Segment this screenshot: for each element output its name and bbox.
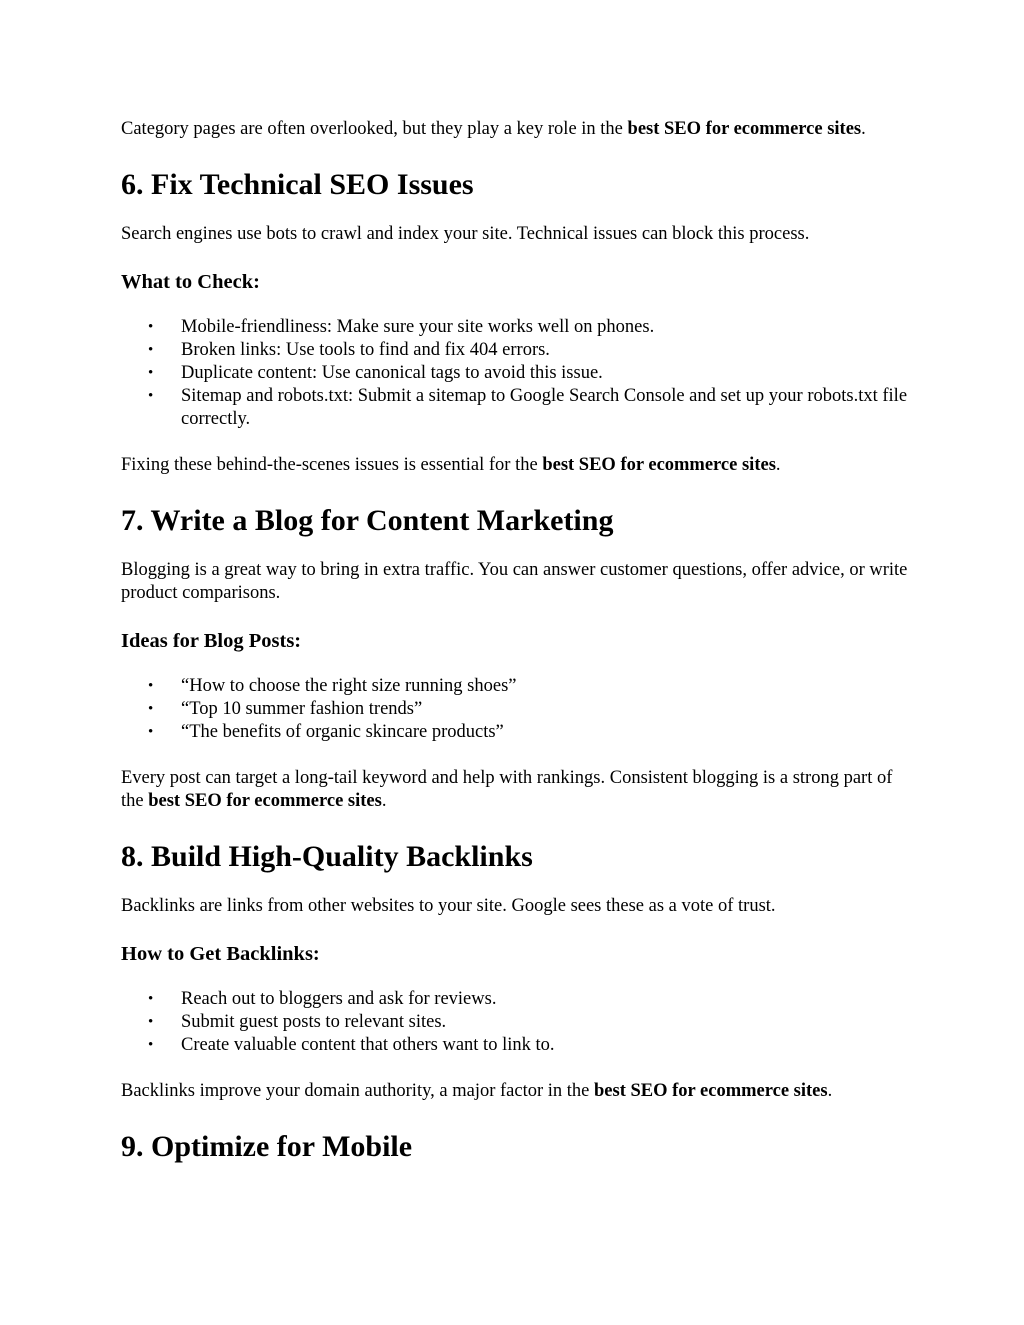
bullet-icon: • <box>148 319 154 335</box>
intro-paragraph <box>121 118 911 141</box>
list-item-text: “How to choose the right size running shoes” <box>181 676 517 696</box>
list-item-text: “Top 10 summer fashion trends” <box>181 699 423 719</box>
section6-closing <box>121 454 911 477</box>
bullet-icon: • <box>148 991 154 1007</box>
section6-closing-keyword: best SEO for ecommerce sites <box>542 455 776 475</box>
list-item-text: Submit guest posts to relevant sites. <box>181 1012 447 1032</box>
list-item-text: Reach out to bloggers and ask for reviews. <box>181 989 497 1009</box>
list-item <box>121 1034 911 1057</box>
section6-paragraph: Search engines use bots to crawl and index your site. Technical issues can block this process. <box>121 224 810 244</box>
section8-closing-text: Backlinks improve your domain authority, a major factor in the <box>121 1081 594 1101</box>
section6-heading: 6. Fix Technical SEO Issues <box>121 168 474 201</box>
list-item-text: Duplicate content: Use canonical tags to avoid this issue. <box>181 363 603 383</box>
list-item <box>121 675 911 698</box>
bullet-icon: • <box>148 342 154 358</box>
list-item <box>121 721 911 744</box>
bullet-icon: • <box>148 1037 154 1053</box>
section8-heading: 8. Build High-Quality Backlinks <box>121 840 533 873</box>
section6-list <box>121 316 911 431</box>
list-item-text: “The benefits of organic skincare products” <box>181 722 504 742</box>
bullet-icon: • <box>148 701 154 717</box>
section6-closing-text: Fixing these behind-the-scenes issues is essential for the <box>121 455 543 475</box>
list-item <box>121 988 911 1011</box>
bullet-icon: • <box>148 1014 154 1030</box>
list-item-text: Create valuable content that others want to link to. <box>181 1035 555 1055</box>
section7-list <box>121 675 911 744</box>
list-item <box>121 385 911 431</box>
section7-closing-keyword: best SEO for ecommerce sites <box>148 791 382 811</box>
bullet-icon: • <box>148 388 154 404</box>
section7-closing <box>121 767 911 813</box>
section8-list <box>121 988 911 1057</box>
section7-closing-period: . <box>381 791 387 811</box>
section7-subheading: Ideas for Blog Posts: <box>121 630 302 652</box>
list-item <box>121 316 911 339</box>
bullet-icon: • <box>148 365 154 381</box>
list-item-text: Mobile-friendliness: Make sure your site works well on phones. <box>181 317 655 337</box>
intro-period: . <box>861 119 866 139</box>
intro-keyword: best SEO for ecommerce sites <box>627 119 862 139</box>
list-item-text: Sitemap and robots.txt: Submit a sitemap to Google Search Console and set up your robots.txt file correctly. <box>181 386 908 429</box>
section7-closing-text: Every post can target a long-tail keyword and help with rankings. Consistent blogging is a strong part of the <box>121 768 893 811</box>
section8-closing-period: . <box>827 1081 833 1101</box>
list-item <box>121 362 911 385</box>
section7-paragraph: Blogging is a great way to bring in extra traffic. You can answer customer questions, offer advice, or write product comparisons. <box>121 560 908 603</box>
document-page <box>121 118 911 1165</box>
section6-subheading: What to Check: <box>121 271 260 293</box>
bullet-icon: • <box>148 678 154 694</box>
section9-heading: 9. Optimize for Mobile <box>121 1130 413 1163</box>
bullet-icon: • <box>148 724 154 740</box>
section6-closing-period: . <box>775 455 781 475</box>
list-item-text: Broken links: Use tools to find and fix 404 errors. <box>181 340 550 360</box>
list-item <box>121 339 911 362</box>
list-item <box>121 1011 911 1034</box>
section7-heading: 7. Write a Blog for Content Marketing <box>121 504 614 537</box>
section8-closing <box>121 1080 911 1103</box>
section8-subheading: How to Get Backlinks: <box>121 943 320 965</box>
section8-paragraph: Backlinks are links from other websites to your site. Google sees these as a vote of trust. <box>121 896 776 916</box>
intro-text: Category pages are often overlooked, but they play a key role in the <box>121 119 628 139</box>
section8-closing-keyword: best SEO for ecommerce sites <box>594 1081 828 1101</box>
list-item <box>121 698 911 721</box>
